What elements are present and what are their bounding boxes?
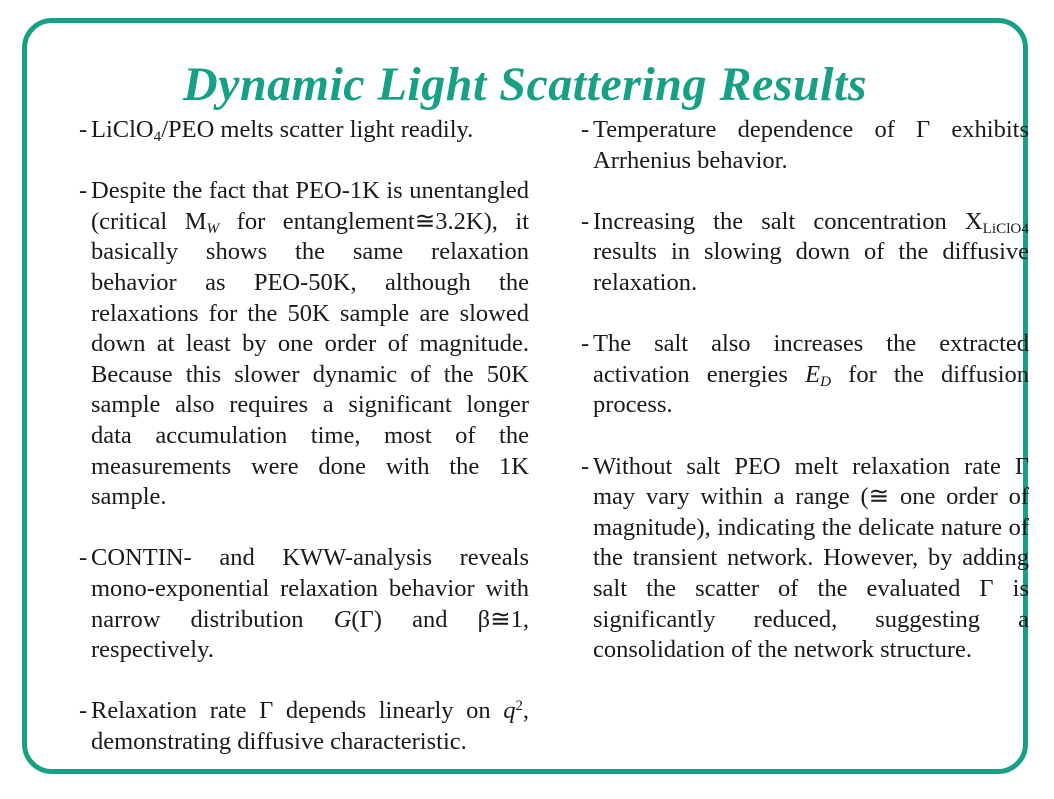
bullet-dash: - (79, 116, 88, 143)
bullet-dash: - (79, 177, 88, 205)
bullet-item: - Relaxation rate Γ depends linearly on $q^2$, demonstrating diffusive characteristic. (79, 697, 529, 755)
bullet-item: - Temperature dependence of Γ exhibits Arrhenius behavior. (581, 116, 1029, 174)
bullet-item: - Increasing the salt concentration $X_{LiClO4}$ results in slowing down of the diffusive relaxation. (581, 207, 1029, 296)
left-column (79, 115, 529, 788)
bullet-dash: - (581, 116, 590, 143)
bullet-dash: - (581, 207, 590, 235)
bullet-dash: - (581, 452, 590, 480)
bullet-item: - CONTIN- and KWW-analysis reveals mono-exponential relaxation behavior with narrow distribution G(Γ) and β≅1, respectively. (79, 544, 529, 664)
bullet-item: - The salt also increases the extracted activation energies $E_D$ for the diffusion process. (581, 330, 1030, 419)
bullet-dash: - (79, 697, 88, 725)
bullet-item: - Despite the fact that PEO-1K is unentangled (critical $M_W$ for entanglement≅3.2K), it basically shows the same relaxation behavior as PEO-50K, although the relaxations for the 50K sample are slowed down at least by one order of magnitude. Because this slower dynamic of the 50K sample also requires a significant longer data accumulation time, most of the measurements were done with the 1K sample. (79, 177, 529, 511)
slide-title: Dynamic Light Scattering Results (182, 58, 868, 111)
bullet-dash: - (581, 330, 590, 358)
slide-frame (22, 18, 1028, 774)
bullet-dash: - (79, 544, 88, 572)
right-column (581, 115, 1029, 696)
bullet-item: - LiClO$_4$/PEO melts scatter light readily. (79, 116, 474, 145)
bullet-item: - Without salt PEO melt relaxation rate Γ may vary within a range (≅ one order of magnitude), indicating the delicate nature of the transient network. However, by adding salt the scatter of the evaluated Γ is significantly reduced, suggesting a consolidation of the network structure. (581, 452, 1029, 664)
